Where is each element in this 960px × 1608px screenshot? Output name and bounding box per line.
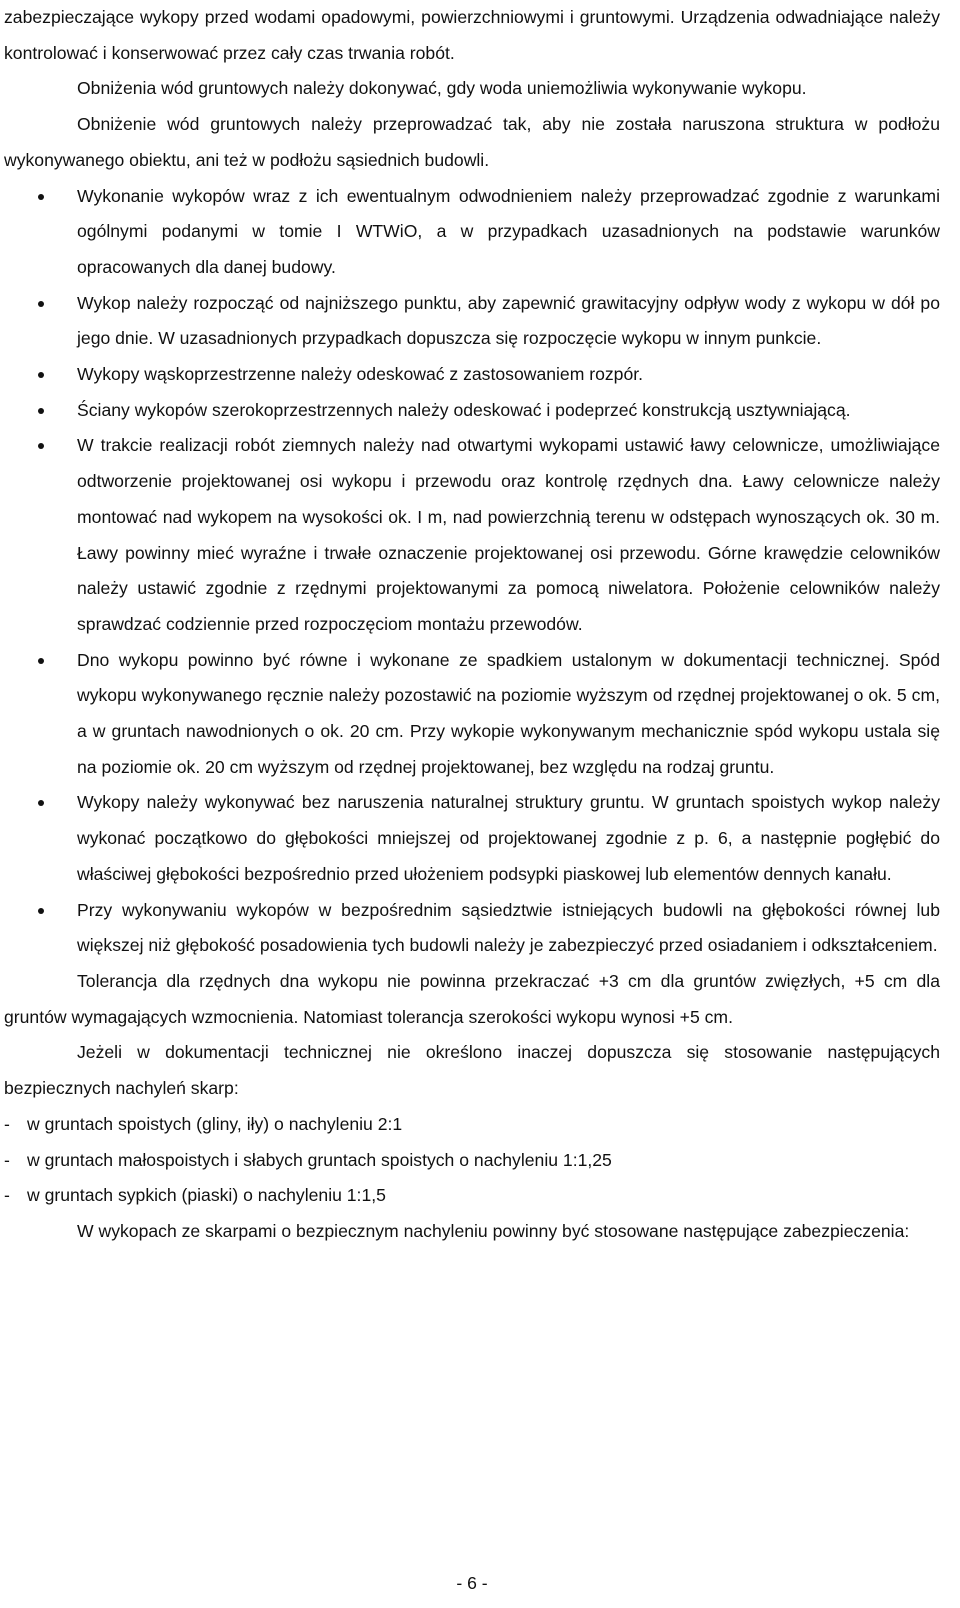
paragraph-tolerance: Tolerancja dla rzędnych dna wykopu nie powinna przekraczać +3 cm dla gruntów zwięzłych, +5 cm dla gruntów wymagających wzmocnienia. Natomiast tolerancja szerokości wykopu wynosi +5 cm. [4, 970, 940, 1027]
list-item-text: W trakcie realizacji robót ziemnych należy nad otwartymi wykopami ustawić ławy celownicze, umożliwiające odtworzenie projektowanej osi wykopu i przewodu oraz kontrolę rzędnych dna. Ławy celownicze należy montować nad wykopem na wysokości ok. I m, nad powierzchnią terenu w odstępach wynoszących ok. 30 m. Ławy powinny mieć wyraźne i trwałe oznaczenie projektowanej osi przewodu. Górne krawędzie celowników należy ustawić zgodnie z rzędnymi projektowanymi za pomocą niwelatora. Położenie celowników należy sprawdzać codziennie przed rozpoczęciom montażu przewodów. [77, 435, 940, 634]
dash-icon: - [4, 1185, 10, 1206]
paragraph-drainage: zabezpieczające wykopy przed wodami opadowymi, powierzchniowymi i gruntowymi. Urządzenia odwadniające należy kontrolować i konserwować przez cały czas trwania robót. [4, 7, 940, 63]
paragraph-slopes-intro: Jeżeli w dokumentacji technicznej nie określono inaczej dopuszcza się stosowanie następujących bezpiecznych nachyleń skarp: [4, 1042, 940, 1099]
paragraph-groundwater-lowering: Obniżenia wód gruntowych należy dokonywać, gdy woda uniemożliwia wykonywanie wykopu. [77, 78, 807, 99]
list-item-text: Ściany wykopów szerokoprzestrzennych należy odeskować i podeprzeć konstrukcją usztywniającą. [77, 399, 851, 420]
list-item-text: Wykop należy rozpocząć od najniższego punktu, aby zapewnić grawitacyjny odpływ wody z wykopu w dół po jego dnie. W uzasadnionych przypadkach dopuszcza się rozpoczęcie wykopu w innym punkcie. [77, 292, 940, 349]
list-item-text: Dno wykopu powinno być równe i wykonane ze spadkiem ustalonym w dokumentacji technicznej. Spód wykopu wykonywanego ręcznie należy pozostawić na poziomie wyższym od rzędnej projektowanej o ok. 5 cm, a w gruntach nawodnionych o ok. 20 cm. Przy wykopie wykonywanym mechanicznie spód wykopu ustala się na poziomie ok. 20 cm wyższym od rzędnej projektowanej, bez względu na rodzaj gruntu. [77, 649, 940, 777]
list-item [4, 1178, 940, 1214]
list-item-text: Przy wykonywaniu wykopów w bezpośrednim sąsiedztwie istniejących budowli na głębokości równej lub większej niż głębokość posadowienia tych budowli należy je zabezpieczyć przed osiadaniem i odkształceniem. [77, 899, 940, 956]
bullet-icon [38, 301, 44, 307]
excavation-rules-list [4, 179, 940, 964]
list-item-text: Wykonanie wykopów wraz z ich ewentualnym odwodnieniem należy przeprowadzać zgodnie z warunkami ogólnymi podanymi w tomie I WTWiO, a w przypadkach uzasadnionych na podstawie warunków opracowanych dla danej budowy. [77, 185, 940, 277]
bullet-icon [38, 908, 44, 914]
page-number: - 6 - [456, 1573, 488, 1593]
paragraph-groundwater-structure: Obniżenie wód gruntowych należy przeprowadzać tak, aby nie została naruszona struktura w podłożu wykonywanego obiektu, ani też w podłożu sąsiednich budowli. [4, 114, 940, 170]
list-item [4, 286, 940, 357]
list-item [4, 357, 940, 393]
bullet-icon [38, 372, 44, 378]
slopes-list [4, 1107, 940, 1214]
list-item [4, 893, 940, 964]
list-item-text: w gruntach małospoistych i słabych gruntach spoistych o nachyleniu 1:1,25 [27, 1149, 612, 1170]
bullet-icon [38, 408, 44, 414]
list-item [4, 1143, 940, 1179]
bullet-icon [38, 658, 44, 664]
dash-icon: - [4, 1113, 10, 1134]
list-item-text: Wykopy wąskoprzestrzenne należy odeskować z zastosowaniem rozpór. [77, 364, 644, 385]
list-item-text: w gruntach spoistych (gliny, iły) o nachyleniu 2:1 [27, 1113, 403, 1134]
list-item [4, 785, 940, 892]
list-item-text: w gruntach sypkich (piaski) o nachyleniu 1:1,5 [27, 1185, 386, 1206]
bullet-icon [38, 194, 44, 200]
list-item-text: Wykopy należy wykonywać bez naruszenia naturalnej struktury gruntu. W gruntach spoistych wykop należy wykonać początkowo do głębokości mniejszej od projektowanej zgodnie z p. 6, a następnie pogłębić do właściwej głębokości bezpośrednio przed ułożeniem podsypki piaskowej lub elementów dennych kanału. [77, 792, 940, 884]
bullet-icon [38, 443, 44, 449]
list-item [4, 1107, 940, 1143]
list-item [4, 643, 940, 786]
document-page [4, 0, 940, 1593]
dash-icon: - [4, 1149, 10, 1170]
list-item [4, 179, 940, 286]
paragraph-closing: W wykopach ze skarpami o bezpiecznym nachyleniu powinny być stosowane następujące zabezpieczenia: [77, 1220, 910, 1241]
list-item [4, 393, 940, 429]
bullet-icon [38, 800, 44, 806]
list-item [4, 428, 940, 642]
